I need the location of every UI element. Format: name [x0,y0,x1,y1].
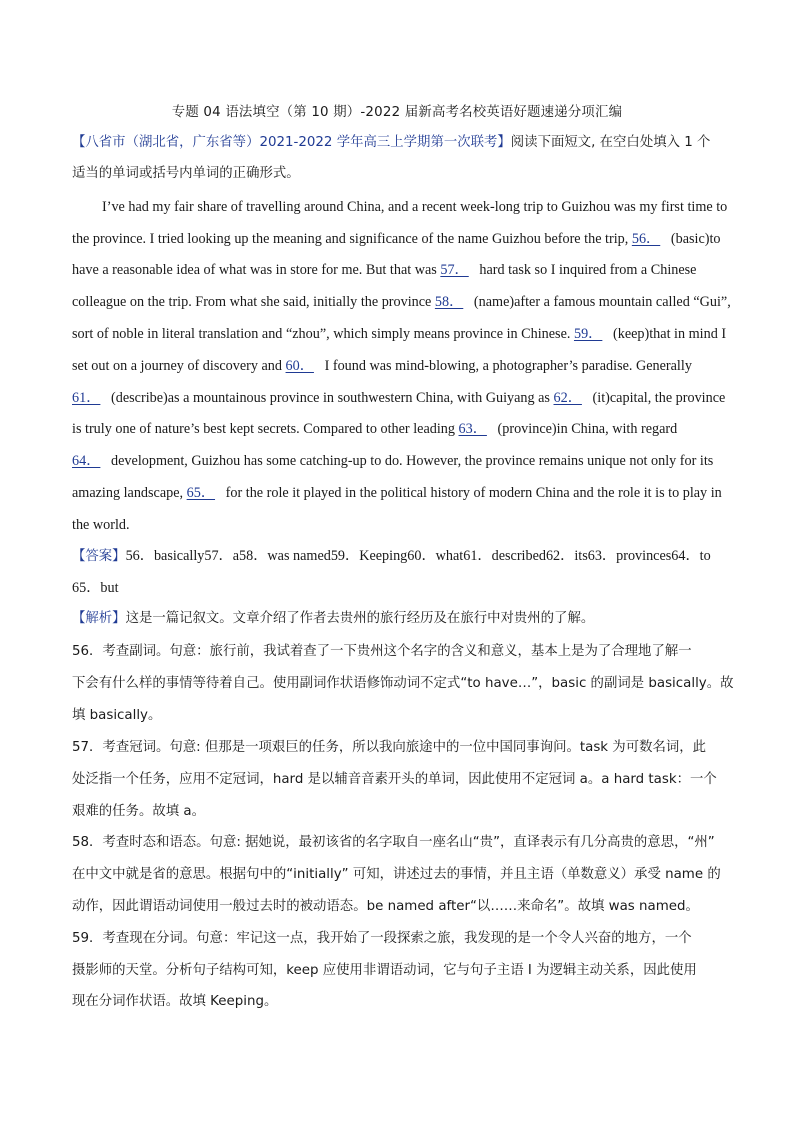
passage-text: (basic)to [670,231,721,247]
passage-text: (keep)that in mind I [613,326,727,342]
passage-line [72,292,731,312]
blank-60: 60． [285,358,314,374]
passage-line: the world. [72,517,130,533]
analysis-text: 这是一篇记叙文。文章介绍了作者去贵州的旅行经历及在旅行中对贵州的了解。 [125,611,595,626]
passage-text: set out on a journey of discovery and [72,358,282,374]
passage-text: (describe)as a mountainous province in southwestern China, with Guiyang as [111,390,550,406]
passage-text: have a reasonable idea of what was in store for me. But that was [72,262,437,278]
passage-text: for the role it played in the political history of modern China and the role it is to play in [225,485,722,501]
passage-line [72,419,722,439]
note-line: 填 basically。 [72,708,162,723]
passage-text: development, Guizhou has some catching-up to do. However, the province remains unique not only for its [111,453,714,469]
passage-line: I’ve had my fair share of travelling around China, and a recent week-long trip to Guizhou was my first time to [102,199,728,215]
passage-text: sort of noble in literal translation and “zhou”, which simply means province in Chinese. [72,326,571,342]
blank-57: 57． [440,262,469,278]
blank-63: 63． [458,421,487,437]
passage-line [72,356,722,376]
passage-text: (province)in China, with regard [497,421,678,437]
passage-text: (it)capital, the province [592,390,726,406]
note-line: 动作，因此谓语动词使用一般过去时的被动语态。be named after“以……来命名”。故填 was named。 [72,899,699,914]
note-line: 艰难的任务。故填 a。 [72,804,205,819]
passage-line [72,451,722,471]
answer-text: 56．basically57．a58．was named59．Keeping60．what61．described62．its63．provinces64．to [125,548,711,564]
note-line: 摄影师的天堂。分析句子结构可知，keep 应使用非谓语动词，它与句子主语 I 为逻辑主动关系，因此使用 [72,963,697,978]
passage-text: the province. I tried looking up the meaning and significance of the name Guizhou before the trip, [72,231,629,247]
document-title: 专题 04 语法填空（第 10 期）-2022 届新高考名校英语好题速递分项汇编 [171,105,623,120]
note-line: 56．考查副词。句意：旅行前，我试着查了一下贵州这个名字的含义和意义，基本上是为了合理地了解一 [72,644,692,659]
passage-text: I found was mind-blowing, a photographer’s paradise. Generally [324,358,692,374]
note-line: 59．考查现在分词。句意：牢记这一点，我开始了一段探索之旅，我发现的是一个令人兴奋的地方，一个 [72,931,692,946]
answer-label: 【答案】 [72,549,126,564]
passage-text: hard task so I inquired from a Chinese [479,262,697,278]
instruction-text-line2: 适当的单词或括号内单词的正确形式。 [72,166,300,181]
passage-line [72,260,722,280]
analysis-line [72,609,722,629]
passage-text: is truly one of nature’s best kept secrets. Compared to other leading [72,421,455,437]
blank-62: 62． [553,390,582,406]
passage-text: amazing landscape, [72,485,184,501]
passage-line [72,229,722,249]
answer-line2: 65．but [72,580,119,596]
blank-58: 58． [434,294,464,310]
note-line: 58．考查时态和语态。句意: 据她说，最初该省的名字取自一座名山“贵”，直译表示有几分高贵的意思，“州” [72,835,715,850]
note-line: 57．考查冠词。句意: 但那是一项艰巨的任务，所以我向旅途中的一位中国同事询问。task 为可数名词，此 [72,740,707,755]
blank-65: 65． [186,485,216,501]
note-line: 现在分词作状语。故填 Keeping。 [72,994,278,1009]
passage-text: (name)after a famous mountain called “Gui”, [473,294,731,310]
blank-56: 56． [631,231,661,247]
note-line: 在中文中就是省的意思。根据句中的“initially” 可知，讲述过去的事情，并且主语（单数意义）承受 name 的 [72,867,721,882]
blank-61: 61． [72,390,101,406]
answer-line [72,546,722,567]
blank-59: 59． [573,326,603,342]
passage-line [72,324,727,344]
question-intro [72,133,722,153]
passage-line [72,388,726,408]
note-line: 处泛指一个任务，应用不定冠词，hard 是以辅音音素开头的单词，因此使用不定冠词 a。a hard task：一个 [72,772,717,787]
source-tag: 【八省市（湖北省，广东省等）2021-2022 学年高三上学期第一次联考】 [72,135,511,150]
passage-text: colleague on the trip. From what she said, initially the province [72,294,432,310]
blank-64: 64． [72,453,101,469]
note-line: 下会有什么样的事情等待着自己。使用副词作状语修饰动词不定式“to have…”，basic 的副词是 basically。故 [72,676,734,691]
analysis-label: 【解析】 [72,611,126,626]
passage-line [72,483,722,503]
instruction-text: 阅读下面短文, 在空白处填入 1 个 [510,135,711,150]
